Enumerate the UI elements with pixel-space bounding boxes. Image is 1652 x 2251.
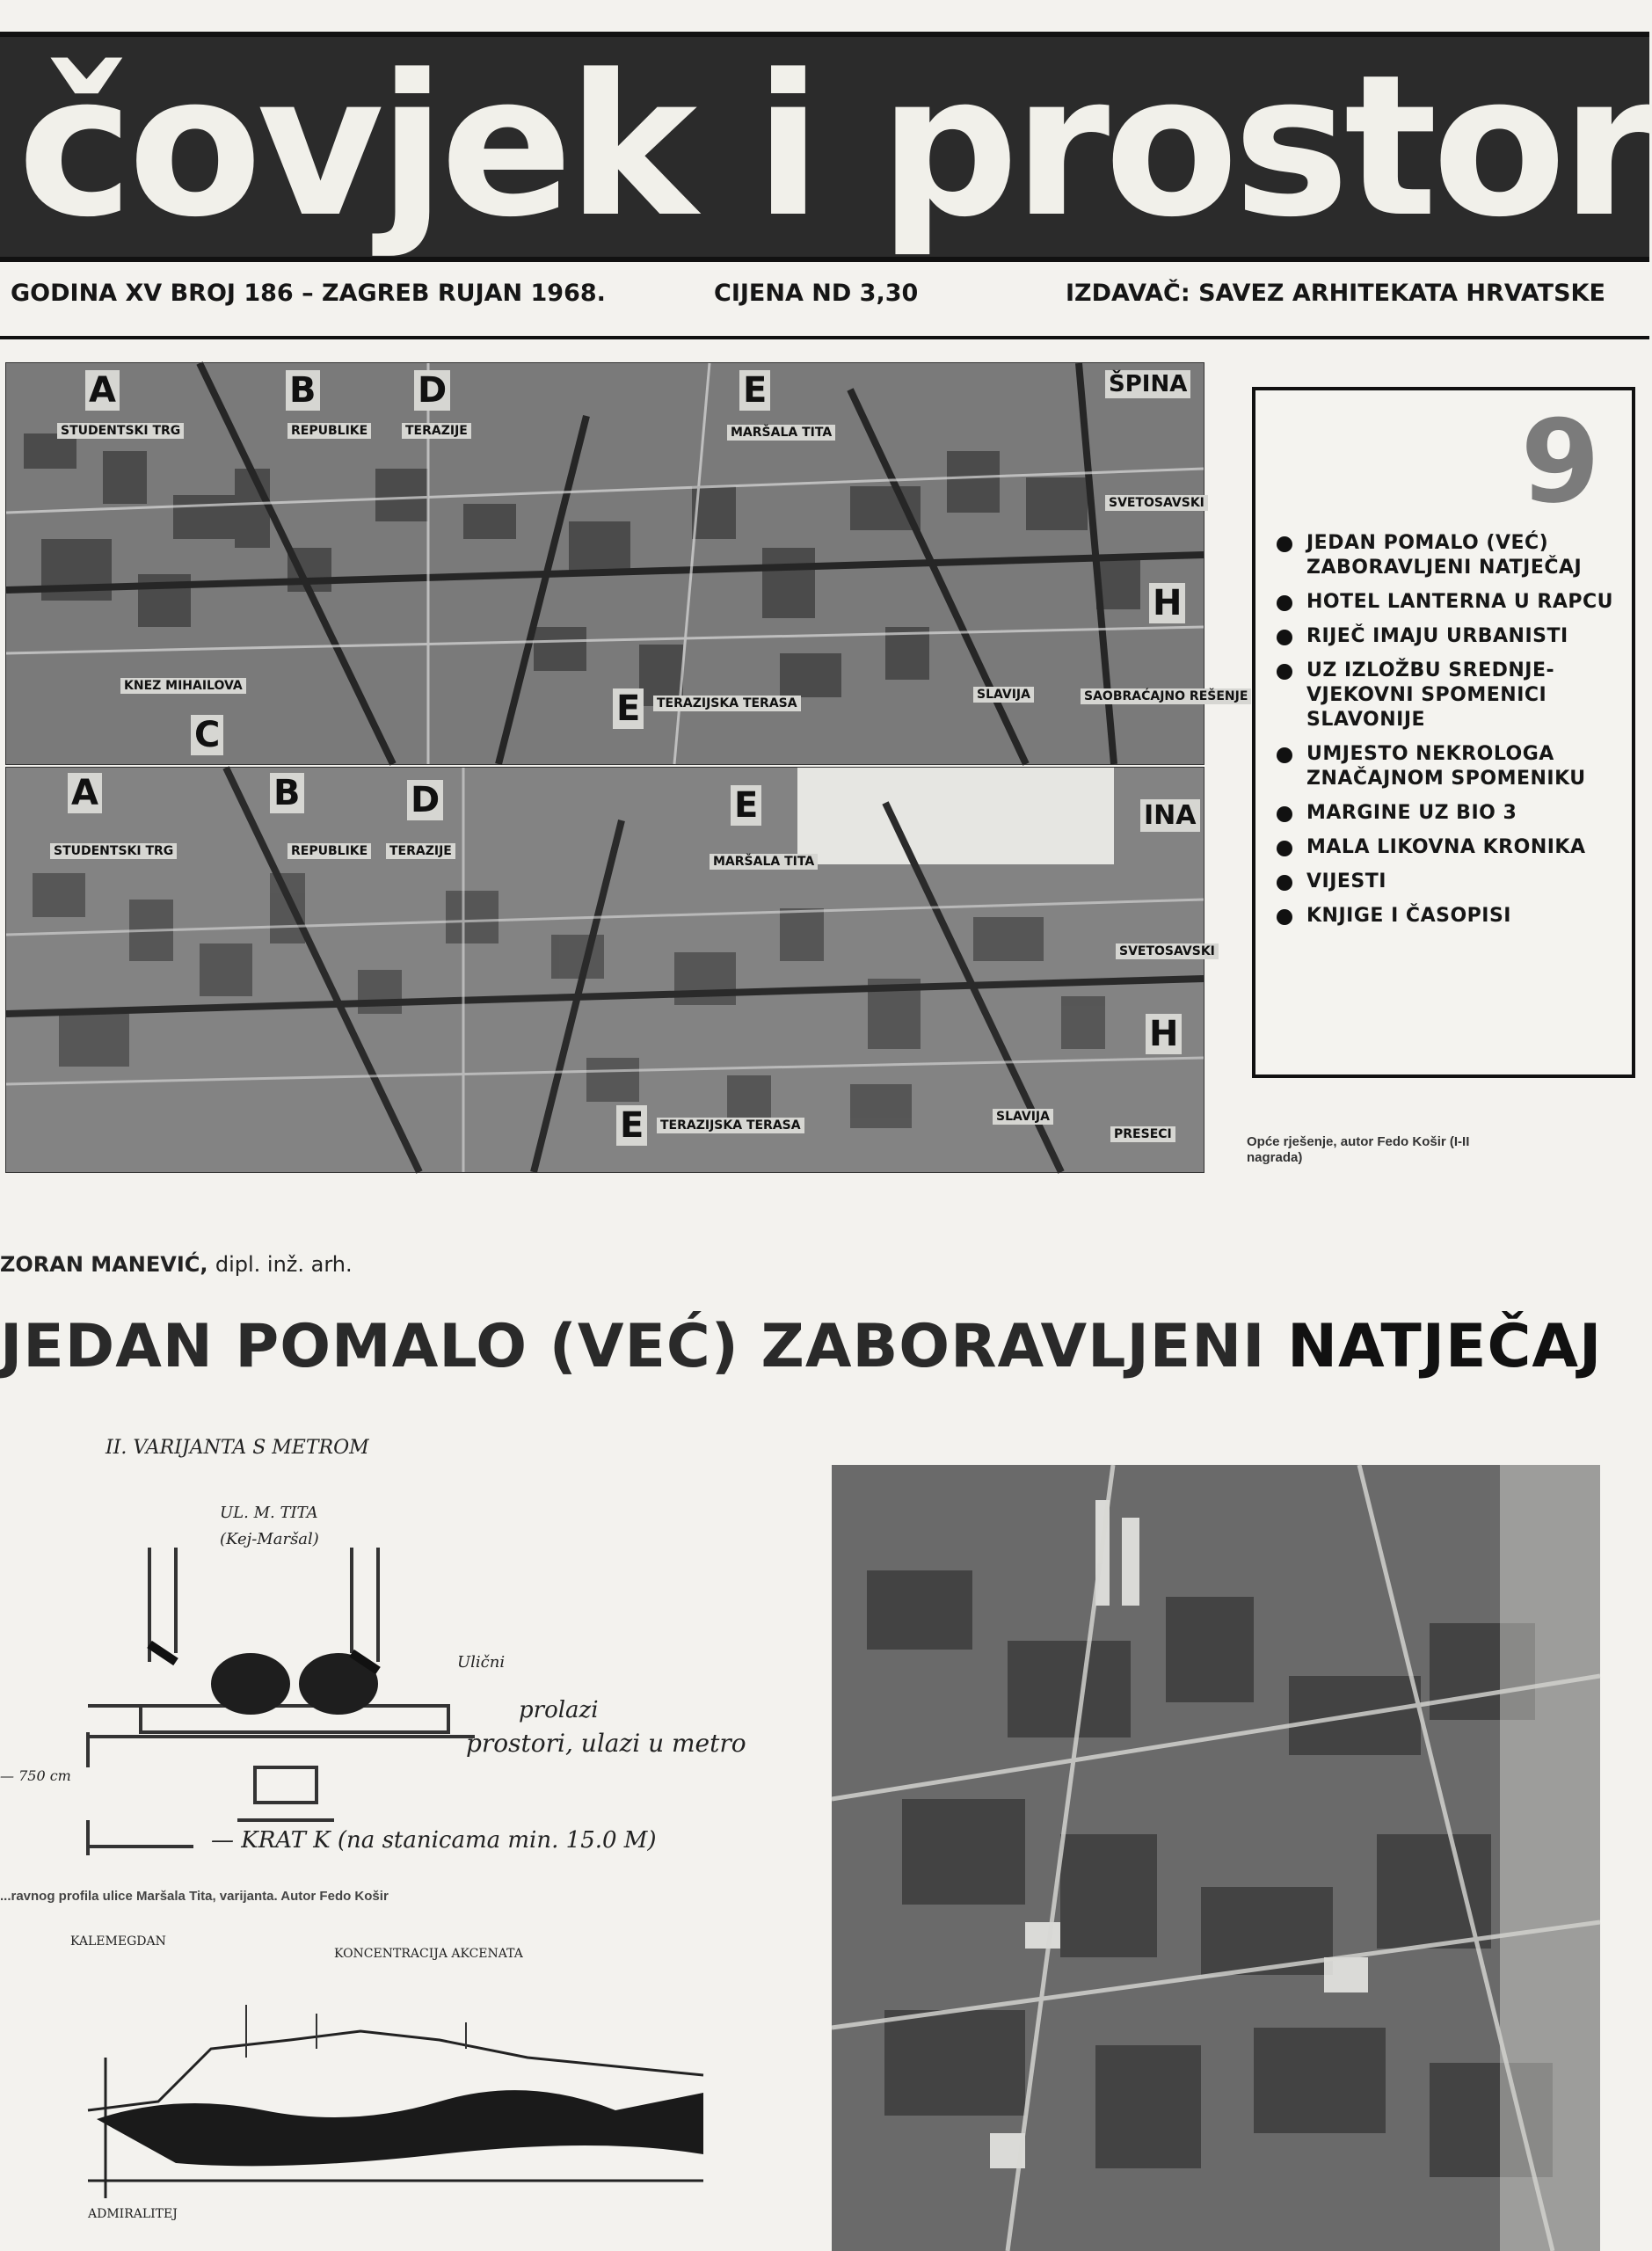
- aerial-model-photo: [832, 1465, 1600, 2251]
- silhouette-label-bottom: ADMIRALITEJ: [88, 2207, 178, 2221]
- headline-main: JEDAN POMALO (VEĆ) ZABORAVLJENI: [0, 1312, 1266, 1381]
- map-marker-h: H: [1149, 583, 1185, 623]
- street-profile-sketch: [0, 1433, 791, 1890]
- map-marker-d-2: D: [407, 780, 443, 820]
- silhouette-drawing: [70, 1934, 774, 2233]
- article-headline: [0, 1312, 1649, 1381]
- map-label-terazije: TERAZIJE: [402, 423, 471, 439]
- map-label-knez-mihailova: KNEZ MIHAILOVA: [120, 678, 246, 694]
- city-plan-map-top: [5, 362, 1248, 765]
- map-label-preseci: PRESECI: [1110, 1126, 1175, 1142]
- bullet-icon: [1277, 909, 1292, 925]
- toc-item[interactable]: JEDAN POMALO (VEĆ) ZABORAVLJENI NATJEČAJ: [1273, 531, 1625, 580]
- map-marker-e-2: E: [731, 785, 761, 826]
- issue-info-bar: [11, 280, 1637, 324]
- bullet-icon: [1277, 841, 1292, 856]
- toc-item[interactable]: UZ IZLOŽBU SREDNJE-VJEKOVNI SPOMENICI SLAVONIJE: [1273, 659, 1625, 732]
- skyline-silhouette-sketch: [70, 1934, 774, 2233]
- map-label-slavija-2: SLAVIJA: [993, 1109, 1053, 1125]
- map-label-republike: REPUBLIKE: [287, 423, 371, 439]
- map-marker-a-2: A: [68, 773, 102, 813]
- bullet-icon: [1277, 536, 1292, 552]
- map-label-marsala-tita-2: MARŠALA TITA: [710, 854, 818, 870]
- bullet-icon: [1277, 806, 1292, 822]
- bullet-icon: [1277, 630, 1292, 645]
- issue-info: GODINA XV BROJ 186 – ZAGREB RUJAN 1968.: [11, 280, 606, 307]
- article-author: [0, 1252, 353, 1277]
- toc-item[interactable]: VIJESTI: [1273, 870, 1625, 894]
- publisher-info: IZDAVAČ: SAVEZ ARHITEKATA HRVATSKE: [1066, 280, 1605, 307]
- toc-item[interactable]: UMJESTO NEKROLOGA ZNAČAJNOM SPOMENIKU: [1273, 742, 1625, 791]
- map-label-republike-2: REPUBLIKE: [287, 843, 371, 859]
- map-drawing-top: [6, 363, 1204, 764]
- aerial-drawing: [832, 1465, 1600, 2251]
- map-marker-b: B: [286, 370, 320, 411]
- map-marker-a: A: [85, 370, 120, 411]
- map-label-studentski-trg: STUDENTSKI TRG: [57, 423, 184, 439]
- bullet-icon: [1277, 875, 1292, 891]
- silhouette-label-left: KALEMEGDAN: [70, 1934, 166, 1949]
- sketch-left-dim: — 750 cm: [0, 1767, 71, 1784]
- map-label-ina: INA: [1140, 799, 1200, 832]
- toc-item[interactable]: KNJIGE I ČASOPISI: [1273, 904, 1625, 929]
- sketch-heading: II. VARIJANTA S METROM: [106, 1437, 369, 1459]
- bullet-icon: [1277, 747, 1292, 763]
- map-marker-e-top: E: [739, 370, 770, 411]
- bullet-icon: [1277, 595, 1292, 611]
- map-label-studentski-trg-2: STUDENTSKI TRG: [50, 843, 177, 859]
- map-label-slavija: SLAVIJA: [973, 687, 1034, 703]
- map-marker-e-left: E: [613, 688, 644, 729]
- header-rule: [0, 336, 1649, 339]
- map-label-spina: ŠPINA: [1105, 370, 1190, 398]
- sketch-note-2: prostori, ulazi u metro: [466, 1729, 746, 1758]
- sketch-street: UL. M. TITA: [220, 1504, 318, 1522]
- map-label-terazije-2: TERAZIJE: [386, 843, 455, 859]
- silhouette-label-top: KONCENTRACIJA AKCENATA: [334, 1947, 523, 1961]
- table-of-contents: [1273, 531, 1625, 938]
- map-label-svetosavski: SVETOSAVSKI: [1105, 495, 1208, 511]
- sketch-dimension: — KRAT K (na stanicama min. 15.0 M): [211, 1827, 657, 1854]
- sketch-drawing: [0, 1433, 791, 1890]
- map-marker-d: D: [414, 370, 450, 411]
- toc-item[interactable]: RIJEČ IMAJU URBANISTI: [1273, 624, 1625, 649]
- map-caption: Opće rješenje, autor Fedo Košir (I-II nagrada): [1247, 1134, 1470, 1165]
- masthead: [0, 32, 1652, 262]
- map-label-terazijska-terasa: TERAZIJSKA TERASA: [653, 696, 801, 711]
- map-marker-h-2: H: [1146, 1014, 1182, 1054]
- map-marker-e-left-2: E: [616, 1105, 647, 1146]
- bullet-icon: [1277, 664, 1292, 680]
- section-caption: ...ravnog profila ulice Maršala Tita, varijanta. Autor Fedo Košir: [0, 1889, 389, 1904]
- sketch-note-1: prolazi: [519, 1697, 599, 1723]
- map-label-marsala-tita: MARŠALA TITA: [727, 425, 835, 441]
- toc-item[interactable]: MARGINE UZ BIO 3: [1273, 801, 1625, 826]
- issue-number: 9: [1520, 395, 1600, 528]
- author-name: ZORAN MANEVIĆ,: [0, 1252, 208, 1277]
- map-label-terazijska-terasa-2: TERAZIJSKA TERASA: [657, 1118, 804, 1133]
- newspaper-title: čovjek i prostor: [18, 33, 1652, 260]
- toc-item[interactable]: HOTEL LANTERNA U RAPCU: [1273, 590, 1625, 615]
- map-label-svetosavski-2: SVETOSAVSKI: [1116, 943, 1219, 959]
- map-marker-c: C: [191, 715, 223, 755]
- city-plan-map-bottom: [5, 767, 1215, 1173]
- author-title: dipl. inž. arh.: [215, 1252, 353, 1277]
- price-info: CIJENA ND 3,30: [714, 280, 919, 307]
- contents-box: [1252, 387, 1635, 1078]
- sketch-label-side: Ulični: [457, 1653, 506, 1672]
- map-label-saobracajno: SAOBRAĆAJNO REŠENJE: [1081, 688, 1251, 704]
- sketch-street-note: (Kej-Maršal): [220, 1530, 319, 1548]
- map-marker-b-2: B: [270, 773, 304, 813]
- toc-item[interactable]: MALA LIKOVNA KRONIKA: [1273, 835, 1625, 860]
- headline-last: NATJEČAJ: [1287, 1312, 1603, 1381]
